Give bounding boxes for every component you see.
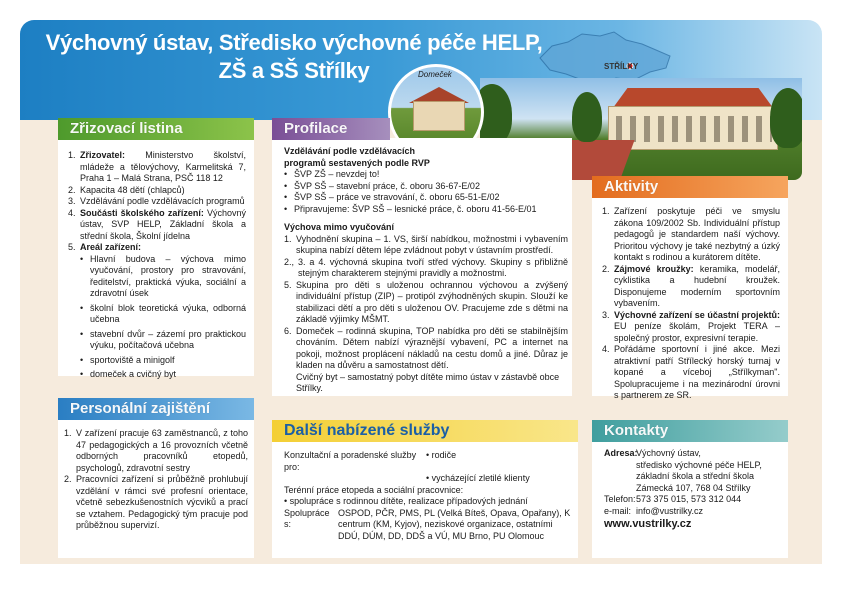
program-item: • ŠVP SŠ – stavební práce, č. oboru 36-67-E/02: [284, 180, 480, 191]
list-item: 1. Vyhodnění skupina – 1. VS, širší nabídkou, možnostmi i vybavením skupina nabízí dětem lépe zvládnout pobyt v ústavním prostředí.: [284, 233, 568, 255]
photo-windows: [616, 116, 772, 142]
list-item: 1. V zařízení pracuje 63 zaměstnanců, z toho 47 pedagogických a 16 provozních včetně odborných pracovníků etopedů, psychologů, zdravotní sestry: [64, 428, 248, 473]
photo-tree: [480, 84, 512, 144]
zrizovaci-heading: Zřizovací listina: [58, 118, 254, 140]
page-title-line2: ZŠ a SŠ Střílky: [218, 58, 370, 83]
profilace-heading: Profilace: [272, 118, 390, 140]
program-item: • ŠVP SŠ – práce ve stravování, č. oboru 65-51-E/02: [284, 192, 500, 202]
areal-bullets: [68, 254, 246, 381]
photo-tree: [572, 92, 602, 142]
list-item: 2. Zájmové kroužky: keramika, modelář, cyklistika a hudební kroužek. Disponujeme moderním sportovním vybavením.: [602, 263, 780, 308]
list-item: 3. Výchovné zařízení se účastní projektů: EU peníze školám, Projekt TERA – společný prostor, expresivní terapie.: [602, 309, 780, 343]
domecek-house: [413, 101, 465, 131]
list-item: 2. Kapacita 48 dětí (chlapců): [68, 184, 185, 195]
map-location-label: STŘÍLKY: [604, 62, 639, 71]
zrizovaci-list: [68, 150, 246, 381]
aktivity-heading: Aktivity: [592, 176, 788, 198]
cvicny-byt-note: Cvičný byt – samostatný pobyt dítěte mimo ústav v zástavbě obce Střílky.: [296, 371, 560, 393]
kontakty-content: Adresa: Výchovný ústav, středisko výchovné péče HELP, základní škola a střední škola Zámecká 107, 768 04 Střílky Telefon: 573 375 015, 573 312 044 e-mail: info@vustrilky.cz www.vustrilky.cz: [604, 448, 784, 531]
list-item: 3. Vzdělávání podle vzdělávacích programů: [68, 196, 245, 206]
kontakty-heading: Kontakty: [592, 420, 788, 442]
list-item: 4. Součásti školského zařízení: Výchovný ústav, SVP HELP, Základní škola a střední škola, Školní jídelna: [68, 207, 246, 241]
phone-number: 573 375 015, 573 312 044: [636, 494, 742, 504]
list-item: 2. Pracovníci zařízení si průběžně prohlubují vzdělání v rámci své profesní orientace, včetně sebezkušenostních výcviků a prací se vztahem. Pedagogický tým pracuje pod průběžnou supervizí.: [64, 474, 248, 530]
personalni-list: [64, 428, 248, 532]
bullet-item: • sportoviště a minigolf: [80, 354, 175, 365]
list-item: 4. Pořádáme sportovní i jiné akce. Mezi atraktivní patří Střílecký horský turnaj v kopané a víceboj „Střílkyman". Spolupracujeme i na mezinárodní úrovni s partnerem ze SR.: [602, 344, 780, 400]
personalni-heading: Personální zajištění: [58, 398, 254, 420]
photo-tree: [770, 88, 802, 148]
domecek-photo-label: Domeček: [418, 70, 452, 79]
page-title-line1: Výchovný ústav, Středisko výchovné péče HELP,: [45, 30, 543, 55]
list-item: 2., 3. a 4. výchovná skupina tvoří střed výchovy. Skupiny s přibližně stejným charakterem stejnými pravidly a možnostmi.: [284, 256, 568, 278]
bullet-item: • Hlavní budova – výchova mimo vyučování, prostory pro stravování, ředitelství, praktická výuka, sociální a zdravotní úsek: [80, 253, 246, 298]
bottom-bar: [20, 560, 822, 564]
email-link[interactable]: info@vustrilky.cz: [636, 505, 703, 516]
bullet-item: • domeček a cvičný byt: [80, 369, 177, 379]
dalsi-heading: Další nabízené služby: [272, 420, 578, 442]
program-item: • ŠVP ZŠ – nevzdej to!: [284, 169, 380, 179]
photo-roof: [602, 88, 784, 108]
list-item: 6. Domeček – rodinná skupina, TOP nabídka pro děti se stabilnějším chováním. Dětem nabízí výraznější vybavení, PC a internet na pokoji, možnost proplácení nákladů na cestu domů a jiné. Důraz je kladen na důvěru a samostatnost dětí.: [284, 325, 568, 370]
website-link[interactable]: www.vustrilky.cz: [604, 518, 692, 530]
profilace-content: Vzdělávání podle vzdělávacích programů sestavených podle RVP • ŠVP ZŠ – nevzdej to! • ŠVP SŠ – stavební práce, č. oboru 36-67-E/02 • ŠVP SŠ – práce ve stravování, č. oboru 65-51-E/02 • Připravujeme: ŠVP SŠ – lesnické práce, č. oboru 41-56-E/01 Výchova mimo vyučování 1. Vyhodnění skupina – 1. VS, širší nabídkou, možnostmi i vybavením skupina nabízí dětem lépe zvládnout pobyt v ústavním prostředí. 2., 3. a 4. výchovná skupina tvoří střed výchovy. Skupiny s přibližně stejným charakterem stejnými pravidly a možnostmi. 5. Skupina pro děti s uloženou ochrannou výchovou a zvýšený individuální přístup (ZIP) – protipól zvýhodněných skupin. Slouží ke stabilizaci dětí a pro děti s uloženou OV. Pracujeme zde s dětmi na základě výjimky MŠMT. 6. Domeček – rodinná skupina, TOP nabídka pro děti se stabilnějším chováním. Dětem nabízí výraznější vybavení, PC a internet na pokoji, možnost proplácení nákladů na cestu domů a jiné. Důraz je kladen na důvěru a samostatnost dětí. Cvičný byt – samostatný pobyt dítěte mimo ústav v zástavbě obce Střílky.: [284, 146, 568, 393]
aktivity-list: [602, 206, 780, 402]
list-item: 1. Zařízení poskytuje péči ve smyslu zákona 109/2002 Sb. Individuální přístup pedagogů je standardem naší výchovy. Prioritou výchovy je také nezbytný a úzký kontakt s rodinou a kurátorem dítěte.: [602, 206, 780, 262]
bullet-item: • stavební dvůr – zázemí pro praktickou výuku, počítačová učebna: [80, 328, 246, 350]
dalsi-content: Konzultační a poradenské služby pro: • rodiče • vycházející zletilé klienty Terénní práce etopeda a sociální pracovnice: • spolupráce s rodinnou dítěte, realizace případových jednání Spolupráce s: OSPOD, PČR, PMS, PL (Velká Bíteš, Opava, Opařany), K centrum (KM, Kyjov), neziskové organizace, ostatními DDÚ, DÚM, DD, DDŠ a VÚ, MU Brno, PU Olomouc: [284, 450, 571, 541]
bullet-item: • školní blok teoretická výuka, odborná učebna: [80, 302, 246, 324]
program-item: • Připravujeme: ŠVP SŠ – lesnické práce, č. oboru 41-56-E/01: [284, 203, 537, 214]
list-item: 5. Areál zařízení:: [68, 242, 142, 252]
list-item: 5. Skupina pro děti s uloženou ochrannou výchovou a zvýšený individuální přístup (ZIP) – protipól zvýhodněných skupin. Slouží ke stabilizaci dětí a pro děti s uloženou OV. Pracujeme zde s dětmi na základě výjimky MŠMT.: [284, 279, 568, 324]
list-item: 1. Zřizovatel: Ministerstvo školství, mládeže a tělovýchovy, Karmelitská 7, Praha 1 – Malá Strana, PSČ 118 12: [68, 150, 246, 183]
